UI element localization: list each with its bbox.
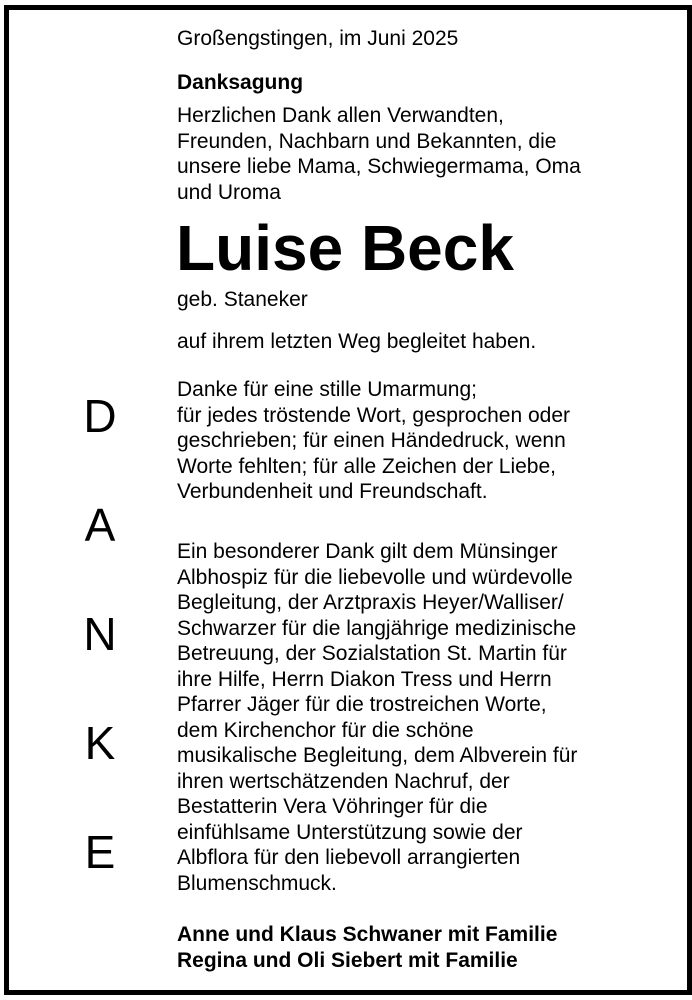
- danke-letter: D: [83, 390, 117, 442]
- last-way-line: auf ihrem letzten Weg begleitet haben.: [177, 330, 537, 353]
- danke-vertical-word: [60, 378, 140, 923]
- danke-letter: E: [84, 826, 116, 878]
- special-thanks-paragraph: Ein besonderer Dank gilt dem Münsinger Albhospiz für die liebevolle und würdevolle Begleitung, der Arztpraxis Heyer/Walliser/ Schwarzer für die langjährige medizinische Betreuung, der Sozialstation St. Martin für ihre Hilfe, Herrn Diakon Tress und Herrn Pfarrer Jäger für die trostreichen Worte, dem Kirchenchor für die schöne musikalische Begleitung, dem Albverein für ihren wertschätzenden Nachruf, der Bestatterin Vera Vöhringer für die einfühlsame Unterstützung sowie der Albflora für den liebevoll arrangierten Blumenschmuck.: [177, 540, 578, 895]
- danke-letter: A: [84, 499, 116, 551]
- notice-heading: Danksagung: [177, 71, 304, 94]
- place-date: Großengstingen, im Juni 2025: [177, 27, 459, 50]
- thanks-paragraph: Danke für eine stille Umarmung; für jedes tröstende Wort, gesprochen oder geschrieben; für einen Händedruck, wenn Worte fehlten; für alle Zeichen der Liebe, Verbundenheit und Freundschaft.: [177, 378, 571, 503]
- danke-letter: N: [83, 608, 117, 660]
- deceased-name: Luise Beck: [176, 212, 514, 284]
- signoff: Anne und Klaus Schwaner mit Familie Regina und Oli Siebert mit Familie: [177, 923, 558, 972]
- danke-letter: K: [84, 717, 116, 769]
- intro-paragraph: Herzlichen Dank allen Verwandten, Freunden, Nachbarn und Bekannten, die unsere liebe Mama, Schwiegermama, Oma und Uroma: [177, 104, 581, 204]
- maiden-name: geb. Staneker: [177, 288, 308, 311]
